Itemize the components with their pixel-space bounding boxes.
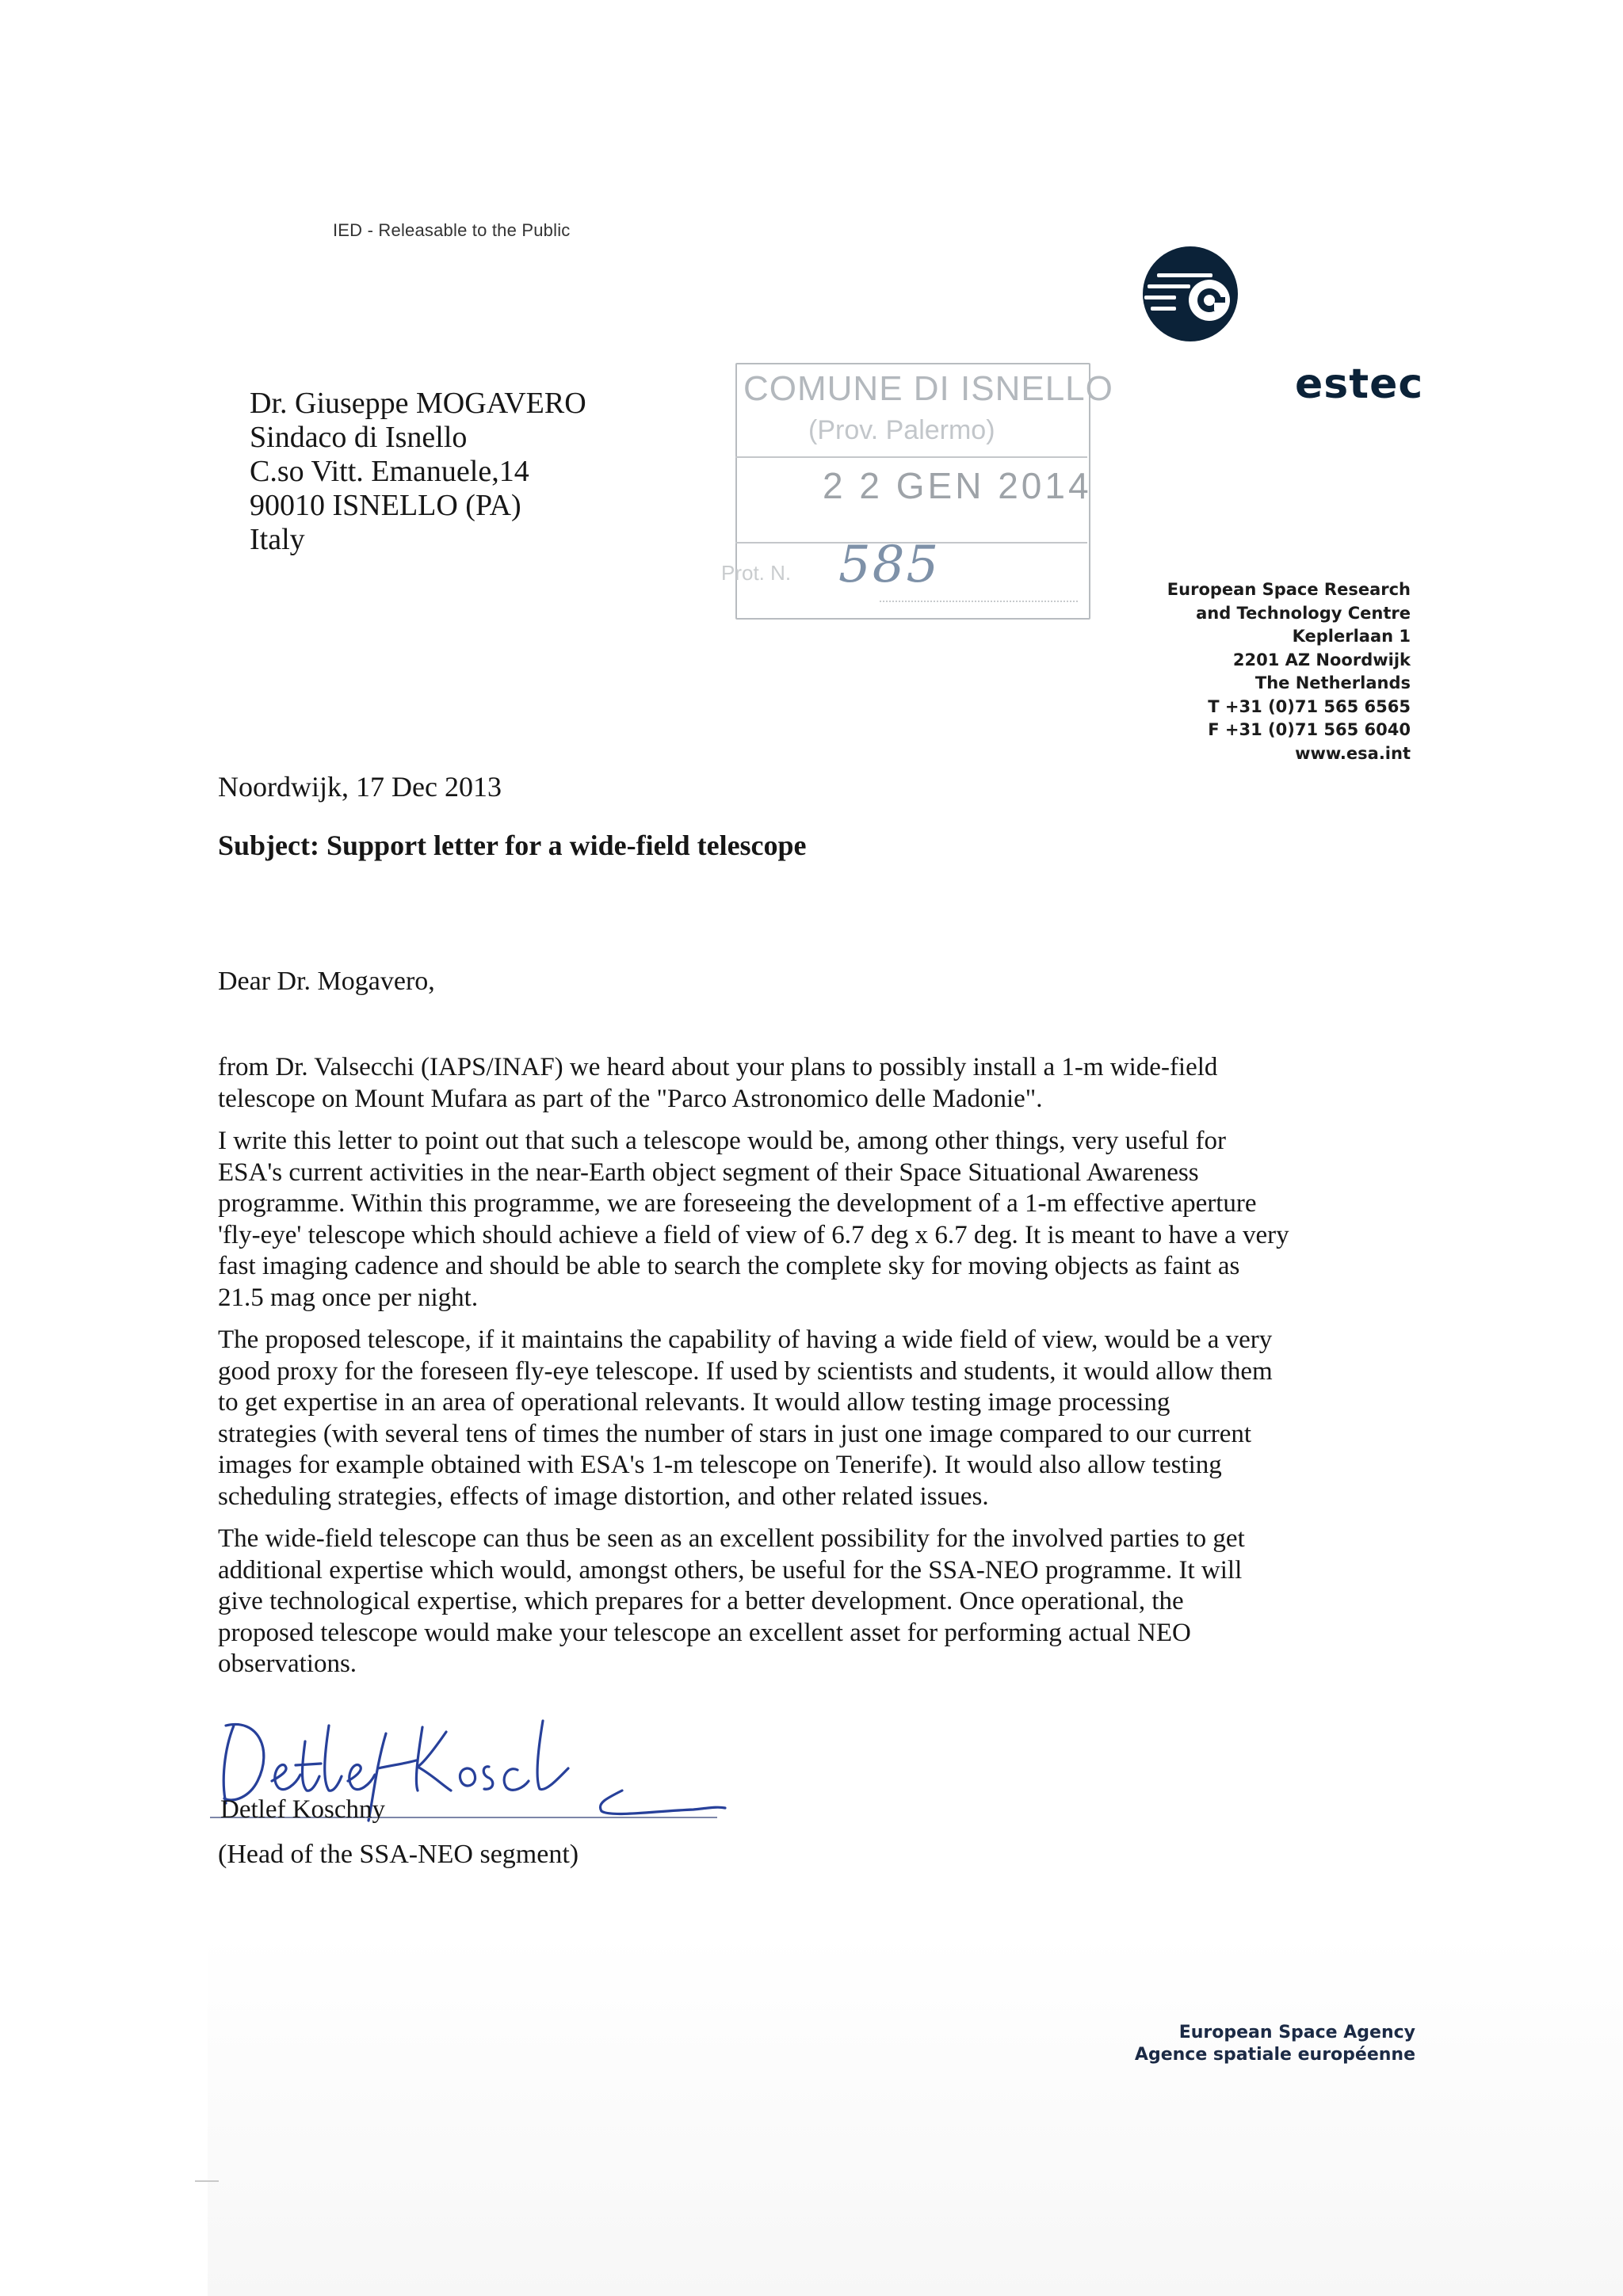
- addressee-line: Italy: [250, 523, 305, 556]
- body-line: ESA's current activities in the near-Earth object segment of their Space Situational Awareness: [218, 1158, 1199, 1187]
- letter-body: [218, 1052, 1423, 1691]
- stamp-protocol-label: Prot. N.: [721, 561, 792, 585]
- body-paragraph: [218, 1325, 1423, 1512]
- sender-phone: T +31 (0)71 565 6565: [1208, 696, 1411, 716]
- agency-name-fr: Agence spatiale européenne: [1134, 2045, 1415, 2065]
- body-line: to get expertise in an area of operational relevants. It would allow testing image processing: [218, 1388, 1170, 1417]
- body-line: give technological expertise, which prepares for a better development. Once operational, the: [218, 1587, 1184, 1615]
- body-line: The wide-field telescope can thus be seen as an excellent possibility for the involved parties to get: [218, 1524, 1245, 1553]
- sender-address-line: European Space Research: [1167, 580, 1411, 599]
- addressee-line: C.so Vitt. Emanuele,14: [250, 455, 529, 488]
- stamp-divider: [735, 456, 1087, 458]
- addressee-line: 90010 ISNELLO (PA): [250, 489, 521, 522]
- body-line: proposed telescope would make your telescope an excellent asset for performing actual NEO: [218, 1618, 1191, 1647]
- body-line: programme. Within this programme, we are foreseeing the development of a 1-m effective aperture: [218, 1189, 1257, 1218]
- body-line: good proxy for the foreseen fly-eye telescope. If used by scientists and students, it would allow them: [218, 1356, 1273, 1386]
- body-line: additional expertise which would, amongst others, be useful for the SSA-NEO programme. It will: [218, 1555, 1243, 1585]
- margin-mark: [195, 2180, 219, 2182]
- letter-date: Noordwijk, 17 Dec 2013: [218, 771, 502, 803]
- stamp-municipality: COMUNE DI ISNELLO: [743, 369, 1113, 408]
- body-line: 21.5 mag once per night.: [218, 1283, 479, 1312]
- scan-shading: [208, 1933, 1623, 2296]
- body-line: scheduling strategies, effects of image distortion, and other related issues.: [218, 1482, 989, 1511]
- stamp-dotted-line: [880, 601, 1078, 602]
- body-paragraph: [218, 1524, 1423, 1680]
- classification-marking: IED - Releasable to the Public: [333, 220, 571, 240]
- agency-footer: [1135, 2022, 1415, 2066]
- estec-wordmark: estec: [1295, 360, 1424, 408]
- agency-name-en: European Space Agency: [1178, 2023, 1415, 2042]
- letter-salutation: Dear Dr. Mogavero,: [218, 967, 435, 996]
- body-line: observations.: [218, 1650, 357, 1678]
- body-line: images for example obtained with ESA's 1-m telescope on Tenerife). It would also allow testing: [218, 1451, 1222, 1479]
- signer-name: Detlef Koschny: [220, 1795, 386, 1824]
- body-line: 'fly-eye' telescope which should achieve a field of view of 6.7 deg x 6.7 deg. It is meant to have a very: [218, 1220, 1289, 1249]
- stamp-protocol-number: 585: [838, 536, 941, 594]
- body-line: I write this letter to point out that such a telescope would be, among other things, very useful for: [218, 1127, 1227, 1155]
- sender-fax: F +31 (0)71 565 6040: [1208, 720, 1411, 739]
- sender-address-line: 2201 AZ Noordwijk: [1232, 650, 1411, 669]
- sender-address-line: The Netherlands: [1254, 673, 1411, 692]
- body-line: from Dr. Valsecchi (IAPS/INAF) we heard about your plans to possibly install a 1-m wide-field: [218, 1053, 1218, 1081]
- sender-address-line: and Technology Centre: [1196, 603, 1411, 623]
- signer-title: (Head of the SSA-NEO segment): [218, 1840, 579, 1869]
- stamp-date: 2 2 GEN 2014: [823, 465, 1092, 506]
- sender-website: www.esa.int: [1295, 743, 1411, 763]
- body-paragraph: [218, 1126, 1423, 1314]
- body-line: The proposed telescope, if it maintains the capability of having a wide field of view, would be a very: [218, 1325, 1273, 1354]
- addressee-line: Sindaco di Isnello: [250, 421, 468, 454]
- addressee-line: Dr. Giuseppe MOGAVERO: [250, 387, 586, 420]
- stamp-province: (Prov. Palermo): [808, 415, 995, 445]
- body-line: telescope on Mount Mufara as part of the "Parco Astronomico delle Madonie".: [218, 1084, 1043, 1113]
- sender-address-line: Keplerlaan 1: [1292, 627, 1411, 646]
- body-paragraph: [218, 1052, 1423, 1115]
- sender-address-block: [1167, 578, 1411, 765]
- addressee-block: [250, 387, 586, 557]
- letter-subject: Subject: Support letter for a wide-field telescope: [218, 830, 807, 861]
- body-line: fast imaging cadence and should be able to search the complete sky for moving objects as faint as: [218, 1252, 1240, 1280]
- esa-logo-icon: [1141, 242, 1411, 345]
- body-line: strategies (with several tens of times the number of stars in just one image compared to our current: [218, 1419, 1252, 1448]
- registration-stamp: [721, 363, 1113, 623]
